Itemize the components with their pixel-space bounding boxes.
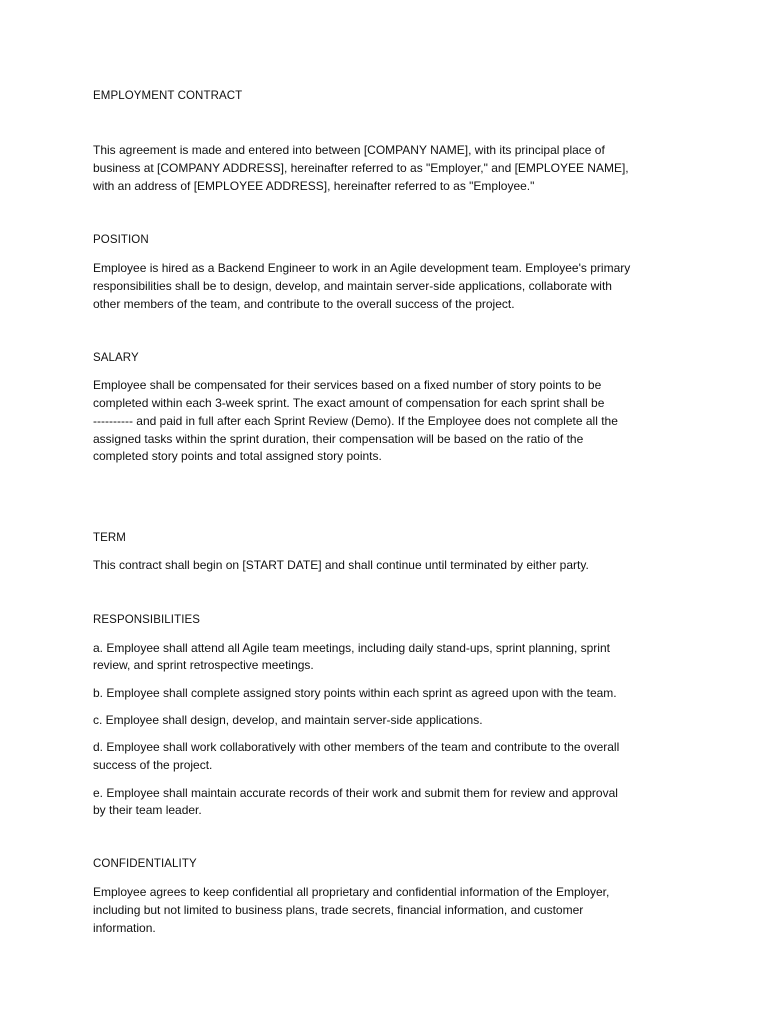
position-line: Employee is hired as a Backend Engineer to work in an Agile development team. Employee's primary bbox=[93, 261, 631, 275]
intro-line: business at [COMPANY ADDRESS], hereinafter referred to as "Employer," and [EMPLOYEE NAME], bbox=[93, 161, 629, 175]
responsibility-item-d: success of the project. bbox=[93, 758, 213, 772]
confidentiality-line: Employee agrees to keep confidential all proprietary and confidential information of the Employer, bbox=[93, 885, 610, 899]
salary-line: ---------- and paid in full after each Sprint Review (Demo). If the Employee does not complete all the bbox=[93, 414, 618, 428]
confidentiality-line: including but not limited to business plans, trade secrets, financial information, and customer bbox=[93, 903, 584, 917]
term-heading: TERM bbox=[93, 532, 126, 544]
salary-line: completed story points and total assigned story points. bbox=[93, 449, 382, 463]
intro-line: This agreement is made and entered into between [COMPANY NAME], with its principal place of bbox=[93, 143, 605, 157]
responsibility-item-c: c. Employee shall design, develop, and maintain server-side applications. bbox=[93, 713, 483, 727]
position-line: other members of the team, and contribute to the overall success of the project. bbox=[93, 297, 515, 311]
position-line: responsibilities shall be to design, develop, and maintain server-side applications, collaborate with bbox=[93, 279, 612, 293]
term-line: This contract shall begin on [START DATE] and shall continue until terminated by either party. bbox=[93, 558, 589, 572]
confidentiality-heading: CONFIDENTIALITY bbox=[93, 858, 197, 870]
confidentiality-line: information. bbox=[93, 921, 156, 935]
responsibility-item-d: d. Employee shall work collaboratively with other members of the team and contribute to the overall bbox=[93, 740, 620, 754]
responsibilities-heading: RESPONSIBILITIES bbox=[93, 614, 201, 626]
intro-line: with an address of [EMPLOYEE ADDRESS], hereinafter referred to as "Employee." bbox=[93, 179, 535, 193]
salary-line: assigned tasks within the sprint duration, their compensation will be based on the ratio of the bbox=[93, 432, 584, 446]
responsibility-item-e: by their team leader. bbox=[93, 803, 202, 817]
salary-heading: SALARY bbox=[93, 352, 139, 364]
position-heading: POSITION bbox=[93, 234, 149, 246]
salary-line: completed within each 3-week sprint. The exact amount of compensation for each sprint shall be bbox=[93, 396, 605, 410]
responsibility-item-a: review, and sprint retrospective meetings. bbox=[93, 658, 314, 672]
salary-line: Employee shall be compensated for their services based on a fixed number of story points to be bbox=[93, 378, 602, 392]
responsibility-item-e: e. Employee shall maintain accurate records of their work and submit them for review and approval bbox=[93, 786, 618, 800]
document-title: EMPLOYMENT CONTRACT bbox=[93, 90, 243, 102]
responsibility-item-a: a. Employee shall attend all Agile team meetings, including daily stand-ups, sprint planning, sprint bbox=[93, 641, 610, 655]
responsibility-item-b: b. Employee shall complete assigned story points within each sprint as agreed upon with the team. bbox=[93, 686, 617, 700]
